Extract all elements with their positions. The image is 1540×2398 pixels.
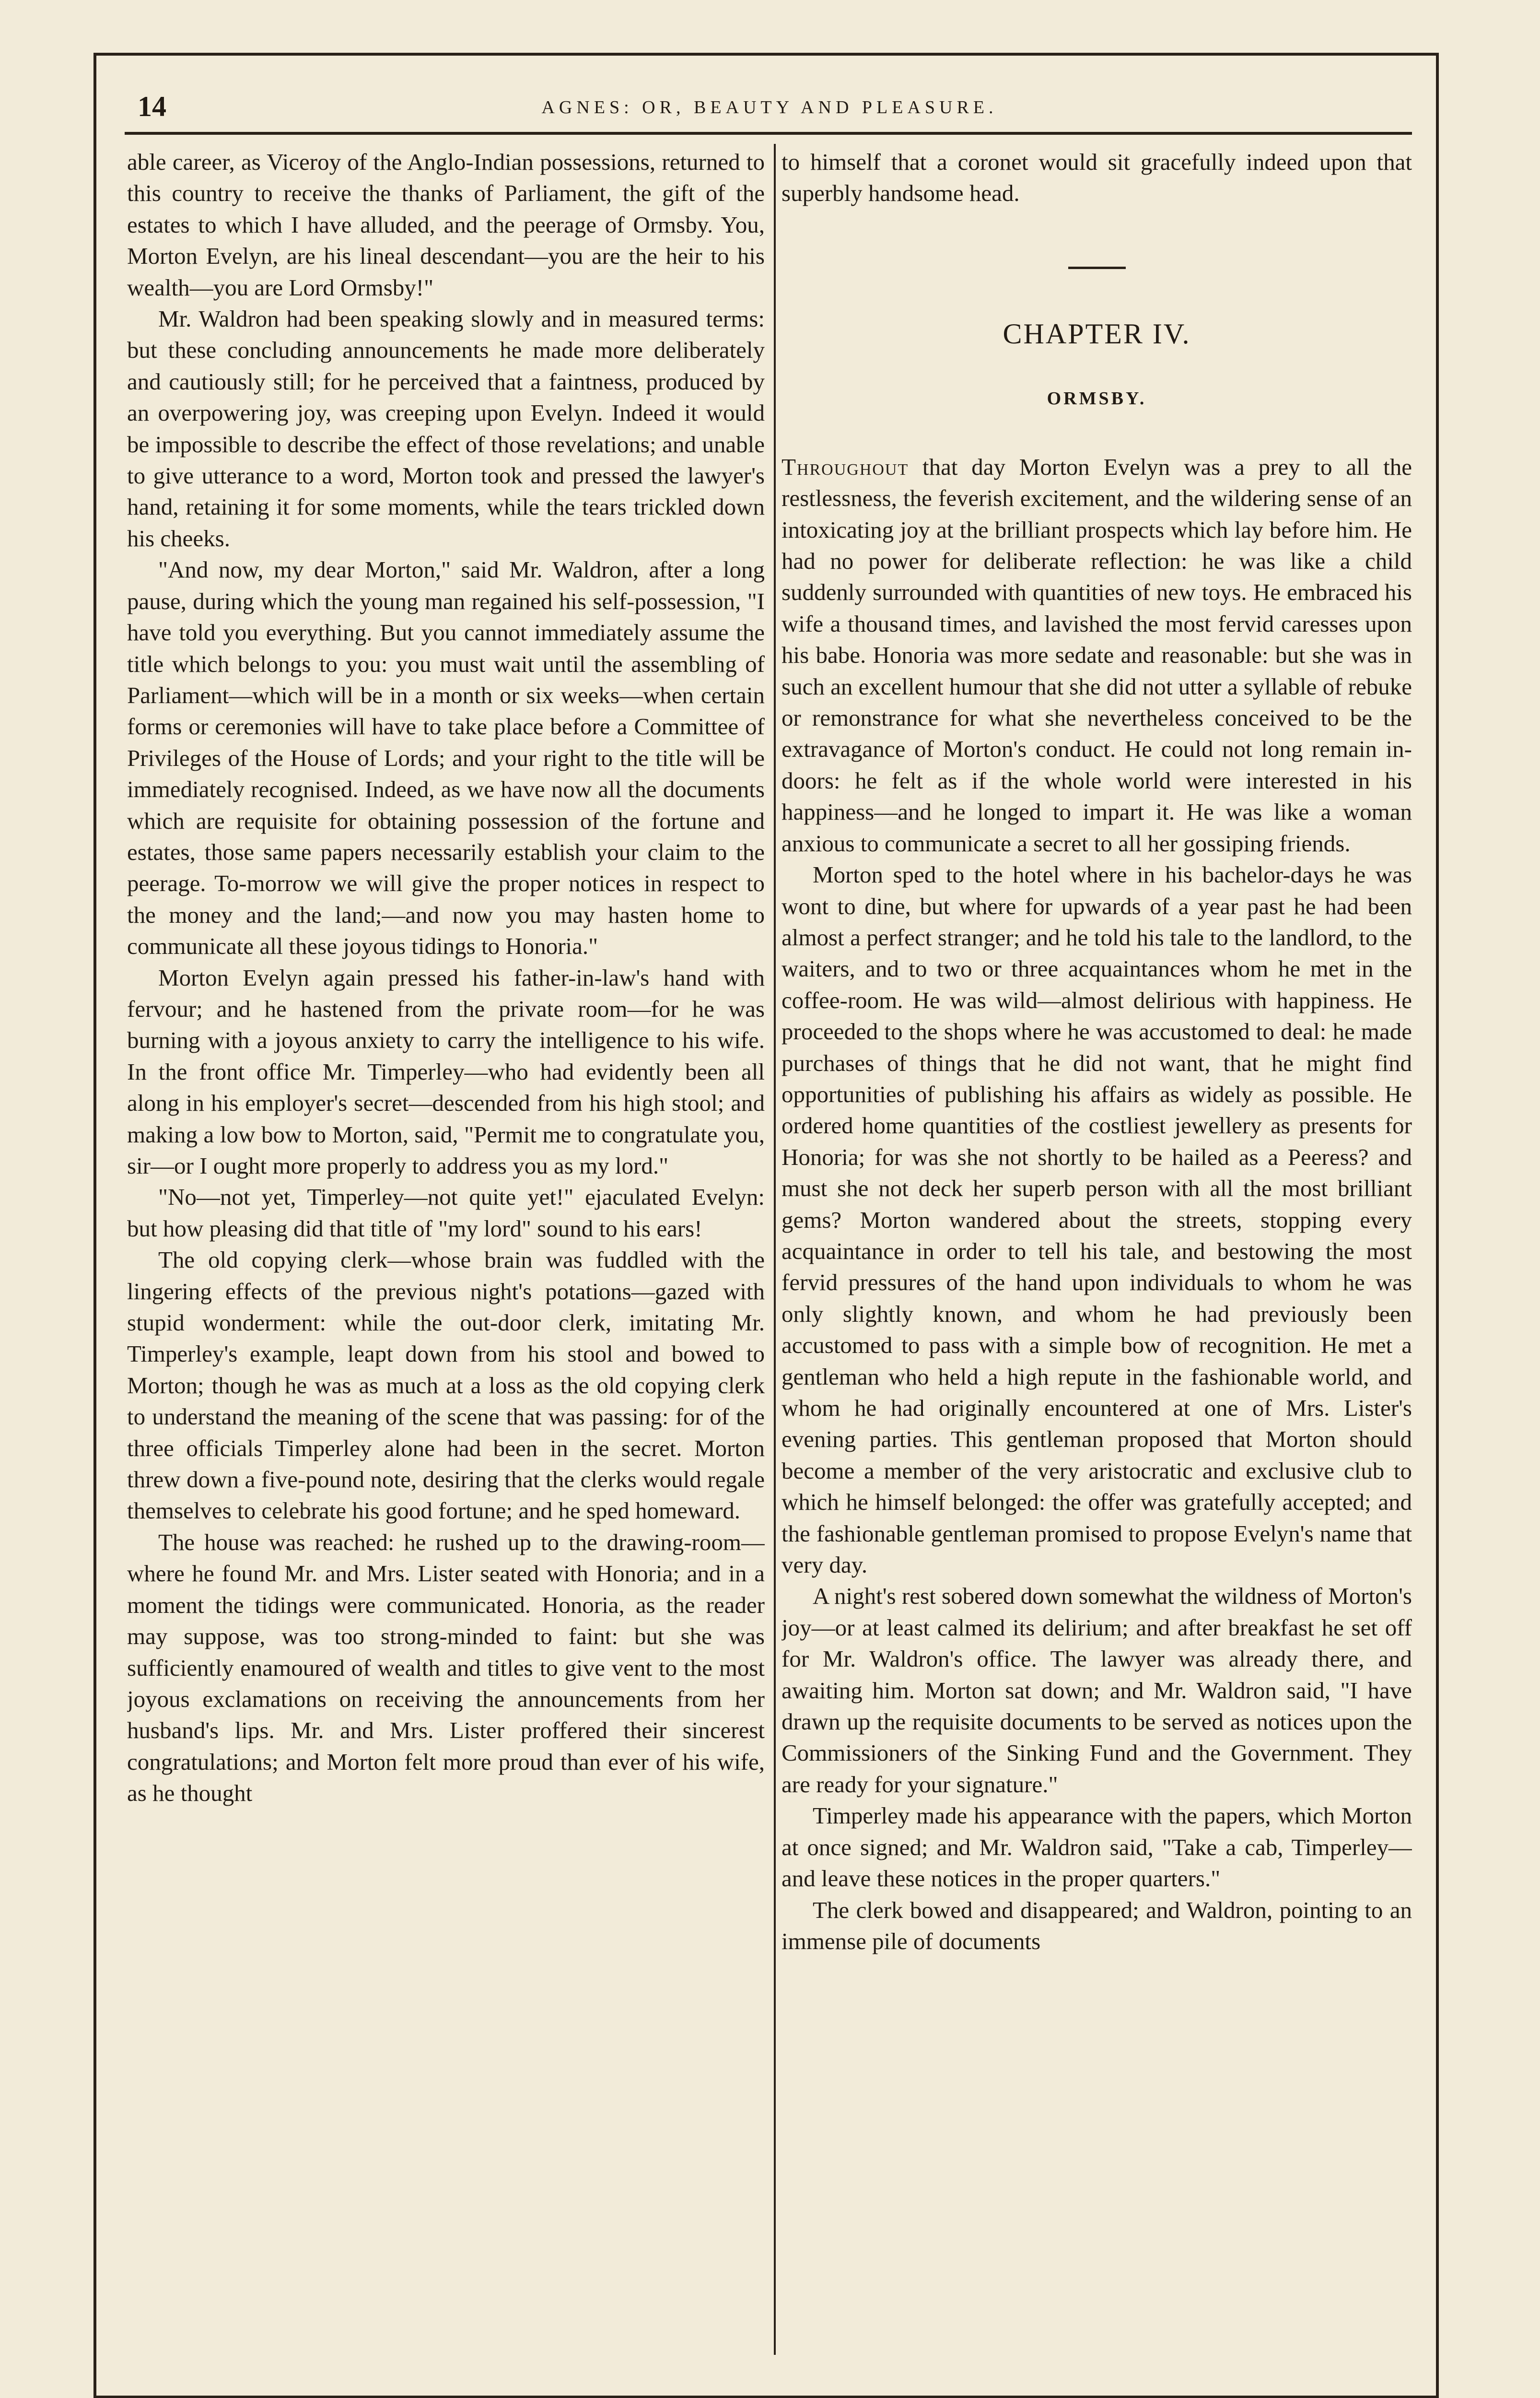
paragraph: Morton Evelyn again pressed his father-in-law's hand with fervour; and he hastened from the private room—for he was burning with a joyous anxiety to carry the intelligence to his wife. In the front office Mr. Timperley—who had evidently been all along in his employer's secret—descended from his high stool; and making a low bow to Morton, said, "Permit me to congratulate you, sir—or I ought more properly to address you as my lord."	[127, 964, 765, 1179]
chapter-opening-paragraph	[782, 451, 1412, 859]
paragraph: A night's rest sobered down somewhat the wildness of Morton's joy—or at least calmed its delirium; and after breakfast he set off for Mr. Waldron's office. The lawyer was already there, and awaiting him. Morton sat down; and Mr. Waldron said, "I have drawn up the requisite documents to be served as notices upon the Commissioners of the Sinking Fund and the Government. They are ready for your signature."	[782, 1583, 1412, 1798]
header-rule	[125, 132, 1412, 135]
paragraph: able career, as Viceroy of the Anglo-Indian possessions, returned to this country to receive the thanks of Parliament, the gift of the estates to which I have alluded, and the peerage of Ormsby. You, Morton Evelyn, are his lineal descendant—you are the heir to his wealth—you are Lord Ormsby!"	[127, 149, 765, 301]
paragraph: The old copying clerk—whose brain was fuddled with the lingering effects of the previous night's potations—gazed with stupid wonderment: while the out-door clerk, imitating Mr. Timperley's example, leapt down from his stool and bowed to Morton; though he was as much at a loss as the old copying clerk to understand the meaning of the scene that was passing: for of the three officials Timperley alone had been in the secret. Morton threw down a five-pound note, desiring that the clerks would regale themselves to celebrate his good fortune; and he sped homeward.	[127, 1246, 765, 1524]
paragraph: The clerk bowed and disappeared; and Waldron, pointing to an immense pile of documents	[782, 1896, 1412, 1954]
continuation-paragraph: to himself that a coronet would sit gracefully indeed upon that superbly handsome head.	[782, 149, 1412, 207]
paragraph: The house was reached: he rushed up to the drawing-room—where he found Mr. and Mrs. Lister seated with Honoria; and in a moment the tidings were communicated. Honoria, as the reader may suppose, was too strong-minded to faint: but she was sufficiently enamoured of wealth and titles to give vent to the most joyous exclamations on receiving the announcements from her husband's lips. Mr. and Mrs. Lister proffered their sincerest congratulations; and Morton felt more proud than ever of his wife, as he thought	[127, 1528, 765, 1807]
page-number: 14	[138, 91, 166, 122]
column-divider	[774, 144, 776, 2355]
chapter-subtitle: ORMSBY.	[1047, 388, 1147, 409]
paragraph: Timperley made his appearance with the papers, which Morton at once signed; and Mr. Waldron said, "Take a cab, Timperley—and leave these notices in the proper quarters."	[782, 1802, 1412, 1892]
page-header	[127, 86, 1412, 129]
section-rule	[1068, 267, 1126, 269]
right-column	[782, 146, 1412, 2343]
opening-word: Throughout	[782, 453, 909, 480]
footer-rule	[96, 2396, 1438, 2398]
chapter-title: CHAPTER IV.	[1003, 317, 1191, 350]
paragraph: Mr. Waldron had been speaking slowly and in measured terms: but these concluding announcements he made more deliberately and cautiously still; for he perceived that a faintness, produced by an overpowering joy, was creeping upon Evelyn. Indeed it would be impossible to describe the effect of those revelations; and unable to give utterance to a word, Morton took and pressed the lawyer's hand, retaining it for some moments, while the tears trickled down his cheeks.	[127, 306, 765, 552]
running-title: AGNES: OR, BEAUTY AND PLEASURE.	[541, 97, 998, 118]
paragraph: Morton sped to the hotel where in his bachelor-days he was wont to dine, but where for upwards of a year past he had been almost a perfect stranger; and he told his tale to the landlord, to the waiters, and to two or three acquaintances whom he met in the coffee-room. He was wild—almost delirious with happiness. He proceeded to the shops where he was accustomed to deal: he made purchases of things that he did not want, that he might find opportunities of publishing his affairs as widely as possible. He ordered home quantities of the costliest jewellery as presents for Honoria; for was she not shortly to be hailed as a Peeress? and must she not deck her superb person with all the most brilliant gems? Morton wandered about the streets, stopping every acquaintance in order to tell his tale, and bestowing the most fervid pressures of the hand upon individuals to whom he was only slightly known, and whom he had previously been accustomed to pass with a simple bow of recognition. He met a gentleman who held a high repute in the fashionable world, and whom he had originally encountered at one of Mrs. Lister's evening parties. This gentleman proposed that Morton should become a member of the very aristocratic and exclusive club to which he himself belonged: the offer was gratefully accepted; and the fashionable gentleman promised to propose Evelyn's name that very day.	[782, 861, 1412, 1578]
left-column	[127, 146, 765, 2343]
paragraph: "No—not yet, Timperley—not quite yet!" ejaculated Evelyn: but how pleasing did that title of "my lord" sound to his ears!	[127, 1184, 765, 1242]
paragraph: "And now, my dear Morton," said Mr. Waldron, after a long pause, during which the young man regained his self-possession, "I have told you everything. But you cannot immediately assume the title which belongs to you: you must wait until the assembling of Parliament—which will be in a month or six weeks—when certain forms or ceremonies will have to take place before a Committee of Privileges of the House of Lords; and your right to the title will be immediately recognised. Indeed, as we have now all the documents which are requisite for obtaining possession of the fortune and estates, those same papers necessarily establish your claim to the peerage. To-morrow we will give the proper notices in respect to the money and the land;—and now you may hasten home to communicate all these joyous tidings to Honoria."	[127, 556, 765, 960]
opening-text: that day Morton Evelyn was a prey to all the restlessness, the feverish excitement, and the wildering sense of an intoxicating joy at the brilliant prospects which lay before him. He had no power for deliberate reflection: he was like a child suddenly surrounded with quantities of new toys. He embraced his wife a thousand times, and lavished the most fervid caresses upon his babe. Honoria was more sedate and reasonable: but she was in such an excellent humour that she did not utter a syllable of rebuke or remonstrance for what she nevertheless conceived to be the extravagance of Morton's conduct. He could not long remain in-doors: he felt as if the whole world were interested in his happiness—and he longed to impart it. He was like a woman anxious to communicate a secret to all her gossiping friends.	[782, 453, 1412, 857]
